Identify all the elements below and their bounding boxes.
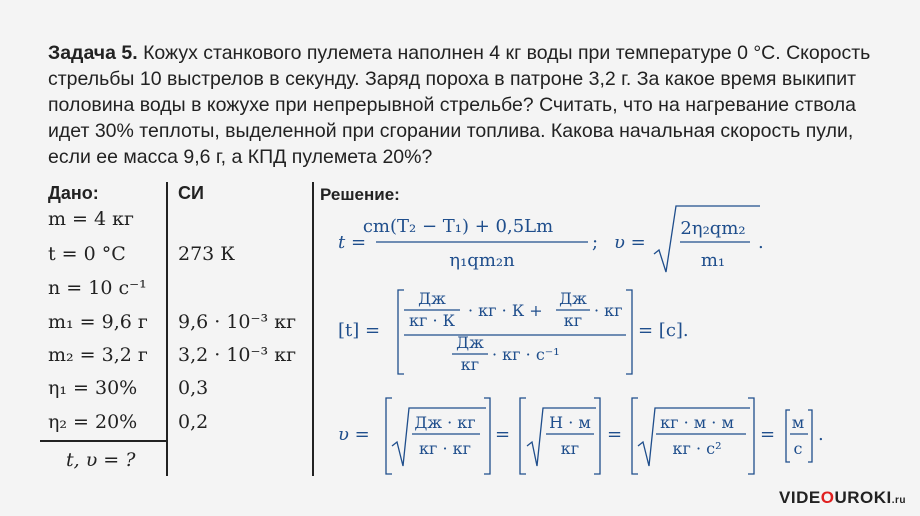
si-value: 9,6 · 10⁻³ кг [178,311,297,333]
bracket-left-f3d [786,410,790,462]
formula-v-left: υ = [614,232,646,253]
videouroki-logo [779,488,906,508]
units-c-tail: · кг · с⁻¹ [492,345,560,364]
si-value: 0,3 [178,377,209,399]
si-value: 273 К [178,243,236,265]
units-v-a-numerator: Дж · кг [414,413,476,432]
logo-suffix: .ru [891,495,906,506]
logo-accent: O [820,488,835,507]
units-a-numerator: Дж [418,289,446,308]
units-t-right: = [с]. [638,320,689,341]
bracket-right-f3a [484,398,490,474]
given-item: m₂ = 3,2 г [48,344,148,366]
formula-separator: ; [592,232,599,253]
logo-part: VIDE [779,488,821,507]
formula-v-numerator: 2η₂qm₂ [680,218,746,239]
units-middle: · кг · К + [468,301,543,320]
units-c-numerator: Дж [456,333,484,352]
bracket-right-f3b [594,398,600,474]
find-unknowns: t, υ = ? [66,449,136,471]
units-v-d-denominator: с [793,439,803,458]
bracket-left-f3a [386,398,392,474]
units-b-tail: · кг [594,301,623,320]
bracket-left-f2 [398,290,404,374]
formula-end: . [758,232,764,253]
bracket-right-f3d [808,410,812,462]
given-item: n = 10 с⁻¹ [48,277,147,299]
units-a-denominator: кг · К [408,311,456,330]
units-v-c-numerator: кг · м · м [660,413,734,432]
solution-title: Решение: [320,185,400,204]
given-item: η₁ = 30% [48,377,138,399]
units-c-denominator: кг [460,355,480,374]
units-v-b-numerator: Н · м [549,413,591,432]
given-title: Дано: [48,183,99,203]
units-v-left: υ = [338,424,370,445]
given-item: t = 0 °С [48,243,126,265]
units-v-eq2: = [607,424,623,445]
problem-label: Задача 5. [48,42,138,64]
units-b-numerator: Дж [559,289,587,308]
bracket-left-f3b [520,398,526,474]
si-value: 0,2 [178,411,209,433]
problem-text: Кожух станкового пулемета наполнен 4 кг воды при температуре 0 °С. Скорость стрельбы 10 выстрелов в секунду. Заряд пороха в патроне 3,2 г. За какое время выкипит половина воды в кожухе при непрерывной стрельбе? Считать, что на нагревание ствола идет 30% теплоты, выделенной при сгорании топлива. Какова начальная скорость пули, если ее масса 9,6 г, а КПД пулемета 20%? [48,42,871,168]
formula-t-denominator: η₁qm₂n [449,250,515,271]
logo-part: UROKI [834,488,892,507]
bracket-left-f3c [632,398,638,474]
bracket-right-f2 [626,290,632,374]
given-item: m = 4 кг [48,208,134,230]
given-item: η₂ = 20% [48,411,138,433]
units-b-denominator: кг [563,311,583,330]
si-title: СИ [178,183,204,203]
units-t-left: [t] = [338,320,381,341]
units-v-d-numerator: м [791,413,805,432]
units-v-eq3: = [760,424,776,445]
formula-t-numerator: cm(T₂ − T₁) + 0,5Lm [362,216,554,237]
formula-t-left: t = [338,232,367,253]
units-v-eq1: = [495,424,511,445]
si-value: 3,2 · 10⁻³ кг [178,344,297,366]
units-v-b-denominator: кг [560,439,580,458]
bracket-right-f3c [748,398,754,474]
units-v-end: . [818,424,824,445]
formula-v-denominator: m₁ [700,250,726,271]
units-v-a-denominator: кг · кг [418,439,472,458]
units-v-c-denominator: кг · с² [672,439,722,458]
given-item: m₁ = 9,6 г [48,311,148,333]
